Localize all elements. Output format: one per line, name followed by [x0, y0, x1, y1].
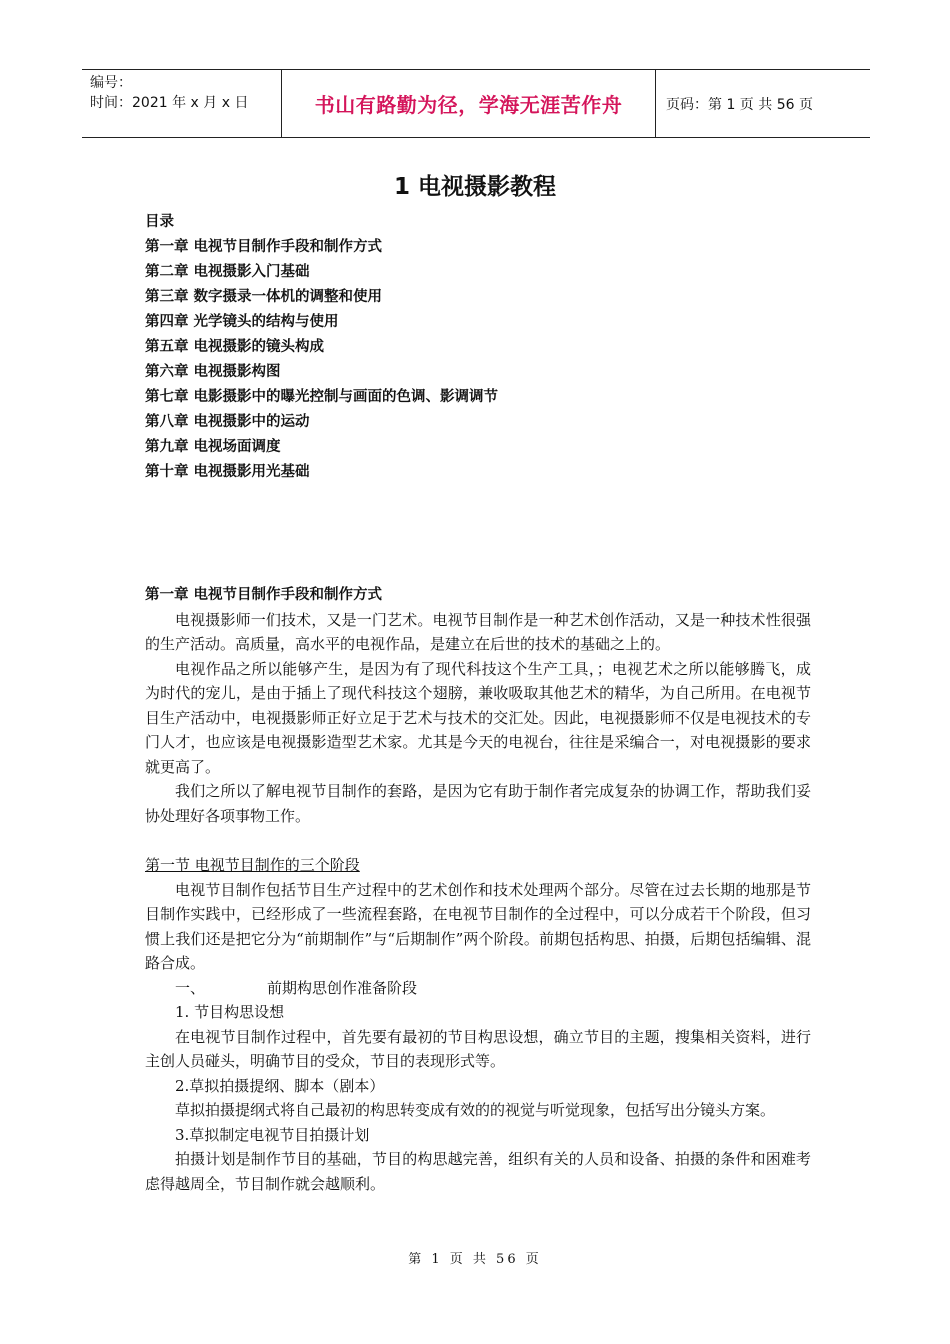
paragraph: 我们之所以了解电视节目制作的套路，是因为它有助于制作者完成复杂的协调工作，帮助我们妥协处理好各项事物工作。 — [145, 782, 811, 825]
paragraph: 电视作品之所以能够产生，是因为有了现代科技这个生产工具，；电视艺术之所以能够腾飞，成为时代的宠儿，是由于插上了现代科技这个翅膀，兼收吸取其他艺术的精华，为自己所用。在电视节目生产活动中，电视摄影师正好立足于艺术与技术的交汇处。因此，电视摄影师不仅是电视技术的专门人才，也应该是电视摄影造型艺术家。尤其是今天的电视台，往往是采编合一，对电视摄影的要求就更高了。 — [145, 659, 811, 776]
header-page-info: 页码：第 1 页 共 56 页 — [666, 96, 813, 113]
main-content — [145, 583, 811, 1196]
toc-item: 第三章 数字摄录一体机的调整和使用 — [145, 289, 383, 305]
toc-item: 第七章 电影摄影中的曝光控制与画面的色调、影调调节 — [145, 389, 499, 405]
subheading-number: 一、 — [175, 978, 206, 997]
item-title: 2.草拟拍摄提纲、脚本（剧本） — [175, 1076, 385, 1095]
toc-item: 第六章 电视摄影构图 — [145, 364, 281, 380]
toc-heading: 目录 — [145, 214, 174, 230]
toc-item: 第八章 电视摄影中的运动 — [145, 414, 310, 430]
toc-item: 第一章 电视节目制作手段和制作方式 — [145, 239, 383, 255]
document-date: 时间：2021 年 x 月 x 日 — [90, 95, 249, 111]
table-of-contents — [145, 210, 498, 485]
paragraph: 在电视节目制作过程中，首先要有最初的节目构思设想，确立节目的主题，搜集相关资料，进行主创人员碰头，明确节目的受众，节目的表现形式等。 — [145, 1027, 811, 1070]
toc-item: 第二章 电视摄影入门基础 — [145, 264, 310, 280]
subheading-text: 前期构思创作准备阶段 — [267, 978, 418, 997]
header-motto-cell — [282, 70, 656, 137]
page-header — [82, 69, 870, 138]
paragraph: 拍摄计划是制作节目的基础，节目的构思越完善，组织有关的人员和设备、拍摄的条件和困难考虑得越周全，节目制作就会越顺利。 — [145, 1150, 811, 1193]
toc-item: 第五章 电视摄影的镜头构成 — [145, 339, 325, 355]
toc-item: 第四章 光学镜头的结构与使用 — [145, 314, 339, 330]
chapter-heading: 第一章 电视节目制作手段和制作方式 — [145, 587, 383, 603]
subheading — [145, 976, 811, 1001]
header-meta — [82, 70, 282, 137]
document-title: 1 电视摄影教程 — [393, 174, 556, 200]
toc-item: 第十章 电视摄影用光基础 — [145, 464, 310, 480]
paragraph: 电视节目制作包括节目生产过程中的艺术创作和技术处理两个部分。尽管在过去长期的地那是节目制作实践中，已经形成了一些流程套路，在电视节目制作的全过程中，可以分成若干个阶段，但习惯上我们还是把它分为“前期制作”与“后期制作”两个阶段。前期包括构思、拍摄，后期包括编辑、混路合成。 — [145, 880, 811, 972]
item-title: 3.草拟制定电视节目拍摄计划 — [175, 1125, 370, 1144]
header-motto: 书山有路勤为径，学海无涯苦作舟 — [314, 93, 623, 117]
toc-item: 第九章 电视场面调度 — [145, 439, 281, 455]
paragraph: 草拟拍摄提纲式将自己最初的构思转变成有效的的视觉与听觉现象，包括写出分镜头方案。 — [175, 1101, 776, 1119]
document-number-label: 编号： — [90, 75, 132, 91]
page-footer: 第 1 页 共 56 页 — [408, 1252, 542, 1267]
paragraph: 电视摄影师一们技术，又是一门艺术。电视节目制作是一种艺术创作活动，又是一种技术性很强的生产活动。高质量，高水平的电视作品，是建立在后世的技术的基础之上的。 — [145, 610, 811, 653]
item-title: 1. 节目构思设想 — [175, 1003, 285, 1021]
section-heading: 第一节 电视节目制作的三个阶段 — [145, 856, 360, 874]
